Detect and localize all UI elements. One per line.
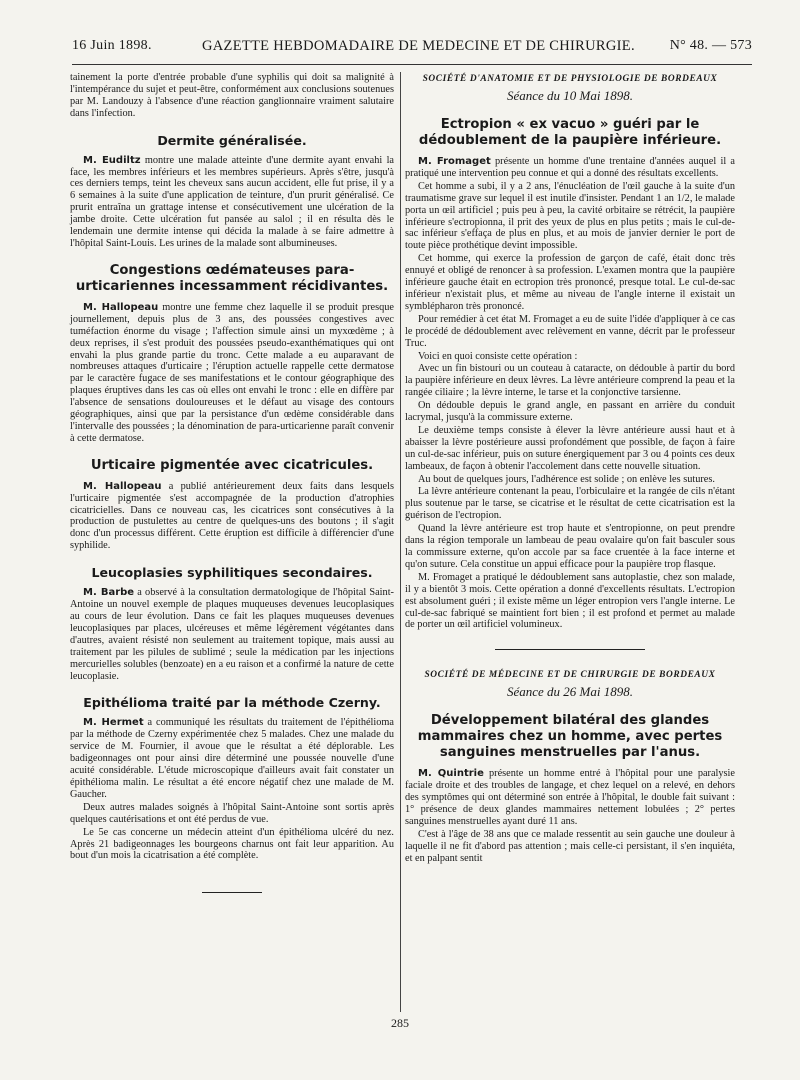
section-body-ectropion: M. Fromaget présente un homme d'une trentaine d'années auquel il a pratiqué une intervention peu connue et qui a donné des résultats excellents. (405, 156, 735, 179)
section-divider (495, 649, 645, 650)
paragraph: Avec un fin bistouri ou un couteau à cataracte, on dédouble à partir du bord la paupière inférieure en deux lèvres. La lèvre antérieure comprend la peau et la rangée ciliaire ; la lèvre interne, le tarse et la conjonctive tarsienne. (405, 363, 735, 399)
section-body-dermite: M. Eudiltz montre une malade atteinte d'une dermite ayant envahi la face, les membres inférieurs et les membres supérieurs. Après s'être, jusqu'à ces derniers temps, teint les cheveux sans aucun accident, elle fut prise, il y a 6 semaines à la suite d'une application de teinture, d'un prurit généralisé. Ce prurit entraîna un grattage intense et consécutivement une ulcération de la jambe droite. Cette ulcération fut pansée au salol ; il en résulta dès le lendemain une dermite intense qui décida la malade à se faire admettre à l'hôpital Saint-Louis. Les urines de la malade sont albumineuses. (70, 154, 394, 249)
section-body-congestions: M. Hallopeau montre une femme chez laquelle il se produit presque journellement, depuis plus de 3 ans, des poussées congestives avec tuméfaction énorme du visage ; l'affection simule ainsi un myxœdème ; à deux reprises, il s'est produit des poussées pseudo-exanthématiques qui ont envahi la plus grande partie du tronc. Cette malade a eu auparavant de nombreuses attaques d'urticaire ; l'éruption actuelle rappelle cette dermatose par le caractère fugace de ses manifestations et le contour géographique des plaques éruptives dans les cas où elles ont envahi le tronc : elle en diffère par l'absence de sensations douloureuses et le défaut au visage des contours géographiques, ainsi que par la persistance d'un œdème considérable dans l'intervalle des poussées ; la dénomination de para-urticarienne paraît convenir à cette dermatose. (70, 301, 394, 444)
right-column (405, 72, 735, 1080)
session-date: Séance du 10 Mai 1898. (506, 88, 633, 103)
paragraph: Au bout de quelques jours, l'adhérence est solide ; on enlève les sutures. (418, 473, 715, 485)
speaker-name: M. Eudiltz (83, 154, 141, 166)
paragraph: C'est à l'âge de 38 ans que ce malade ressentit au sein gauche une douleur à laquelle il ne fit d'abord pas attention ; mais celle-ci persistant, il s'en inquiéta, et en palpant sentit (405, 828, 735, 864)
speaker-name: M. Barbe (83, 587, 135, 599)
speaker-name: M. Quintrie (418, 768, 484, 780)
section-title-ectropion: Ectropion « ex vacuo » guéri par le dédoublement de la paupière inférieure. (418, 117, 722, 148)
society-heading: SOCIÉTÉ DE MÉDECINE ET DE CHIRURGIE DE BORDEAUX (424, 670, 716, 681)
issue-number: N° 48. — 573 (669, 38, 752, 53)
section-body-urticaire: M. Hallopeau a publié antérieurement deux faits dans lesquels l'urticaire pigmentée s'est accompagnée de la production d'atrophies cicatricielles. Dans ce nouveau cas, les cicatrices sont consécutives à la production de pustulettes au centre de quelques-uns des boutons ; il s'agit donc d'un processus différent. Cette éruption est difficile à différencier d'une syphilide. (70, 480, 394, 552)
section-title-epithelioma: Epithélioma traité par la méthode Czerny. (83, 695, 381, 711)
paragraph: La lèvre antérieure contenant la peau, l'orbiculaire et la rangée de cils n'étant plus soutenue par le tarse, se cicatrise et le résultat de cette cicatrisation est la guérison de l'ectropion. (405, 486, 735, 522)
column-rule (400, 72, 401, 1012)
speaker-name: M. Hallopeau (83, 480, 162, 492)
paragraph: Le 5e cas concerne un médecin atteint d'un épithélioma ulcéré du nez. Après 21 badigeonnages les bourgeons charnus ont fait leur apparition. Au bout d'un mois la cicatrisation a été complète. (70, 826, 394, 862)
paragraph: Cet homme, qui exerce la profession de garçon de café, était donc très ennuyé et obligé de renoncer à sa profession. L'examen montra que la paupière inférieure gauche était en ectropion très prononcé, presque total. Le cul-de-sac inférieur n'existait plus, et même au niveau de l'angle interne il existait un symblépharon très prononcé. (405, 253, 735, 312)
speaker-name: M. Fromaget (418, 156, 491, 167)
paragraph: Le deuxième temps consiste à élever la lèvre antérieure aussi haut et à abaisser la lèvre postérieure aussi profondément que possible, de façon à faire un cul-de-sac inférieur, puis on suture énergiquement par 3 ou 4 points ces deux lambeaux, de façon à obtenir l'accolement dans cette nouvelle situation. (405, 424, 735, 472)
paragraph: Quand la lèvre antérieure est trop haute et s'entropionne, on peut prendre dans la région temporale un lambeau de peau ovalaire qu'on fait basculer sous la commissure externe, qu'on accole par sa face cruentée à la face interne et qu'on suture. Cela constitue un appui efficace pour la paupière trop flasque. (405, 523, 735, 570)
paragraph: Pour remédier à cet état M. Fromaget a eu de suite l'idée d'appliquer à ce cas le procédé de dédoublement avec relèvement en vanne, décrit par le professeur Truc. (405, 313, 735, 349)
section-body-epithelioma: M. Hermet a communiqué les résultats du traitement de l'épithélioma par la méthode de Czerny expérimentée chez 5 malades. Chez une malade du service de M. Fournier, il avoue que le résultat a été déplorable. Les badigeonnages ont pour ainsi dire déterminé une poussée nouvelle d'une acuité considérable. L'étude microscopique d'ailleurs avait fait constater un épithélioma malin. Le résultat a été encore négatif chez une malade de M. Gaucher. (70, 717, 394, 800)
intro-paragraph: tainement la porte d'entrée probable d'une syphilis qui doit sa malignité à l'intempérance du sujet et peut-être, conformément aux conclusions soutenues par M. Landouzy à l'absence d'une réaction ganglionnaire vraiment salutaire dans l'infection. (70, 72, 394, 119)
running-header (72, 38, 752, 62)
section-title-congestions: Congestions œdémateuses para-urticariennes incessamment récidivantes. (75, 262, 389, 294)
paragraph: On dédouble depuis le grand angle, en passant en arrière du conduit lacrymal, jusqu'à la commissure externe. (405, 400, 735, 424)
section-title-glandes: Développement bilatéral des glandes mammaires chez un homme, avec pertes sanguines menstruelles par l'anus. (417, 713, 723, 761)
header-rule (72, 64, 752, 65)
issue-date: 16 Juin 1898. (72, 38, 152, 53)
journal-title: GAZETTE HEBDOMADAIRE DE MEDECINE ET DE CHIRURGIE. (202, 38, 635, 54)
paragraph: M. Fromaget a pratiqué le dédoublement sans autoplastie, chez son malade, il y a bientôt 3 mois. Cette opération a donné d'excellents résultats. L'ectropion est absolument guéri ; il existe même un léger entropion vers l'angle interne. Le cul-de-sac fabriqué se maintient fort bien ; il est profond et permet au malade de porter un œil artificiel volumineux. (405, 571, 735, 631)
section-body-glandes: M. Quintrie présente un homme entré à l'hôpital pour une paralysie faciale droite et des troubles de langage, et chez lequel on a relevé, en dehors des symptômes qui ont déterminé son entrée à l'hôpital, le double fait suivant : 1° présence de deux glandes mammaires nettement lobulées ; 2° pertes sanguines menstruelles ayant duré 11 ans. (405, 768, 735, 827)
section-title-dermite: Dermite généralisée. (157, 132, 307, 148)
speaker-name: M. Hermet (83, 717, 144, 729)
section-title-urticaire: Urticaire pigmentée avec cicatricules. (90, 457, 374, 473)
section-body-leucoplasies: M. Barbe a observé à la consultation dermatologique de l'hôpital Saint-Antoine un nouvel exemple de plaques muqueuses devenues leucoplasiques au cours de leur évolution. Dans ce fait les plaques muqueuses devenues leucoplasiques par places, ulcéreuses et même légèrement végétantes dans d'autres, avaient résisté non seulement au traitement topique, mais aussi au traitement par les pilules de sublimé ; seule la médication par les injections mercurielles solubles (benzoate) en a eu raison et a confirmé la nature de cette leucoplasie. (70, 587, 394, 682)
section-title-leucoplasies: Leucoplasies syphilitiques secondaires. (91, 565, 373, 581)
paragraph: Cet homme a subi, il y a 2 ans, l'énucléation de l'œil gauche à la suite d'un traumatisme grave sur lequel il est inutile d'insister. Pendant 1 an 1/2, le malade porta un œil artificiel ; puis peu à peu, la cavité orbitaire se rétrécit, la paupière inférieure s'ectropionna, il prit des yeux de plus en plus petits ; mais le cul-de-sac inférieur s'effaça de plus en plus, et au mois de janvier dernier le port de toute pièce prothétique devint impossible. (405, 180, 735, 252)
paragraph: Voici en quoi consiste cette opération : (418, 350, 578, 362)
paragraph: Deux autres malades soignés à l'hôpital Saint-Antoine sont sortis après quelques cautérisations et ont été perdus de vue. (70, 801, 394, 825)
page-number: 285 (391, 1016, 409, 1030)
speaker-name: M. Hallopeau (83, 301, 159, 313)
society-heading: SOCIÉTÉ D'ANATOMIE ET DE PHYSIOLOGIE DE BORDEAUX (422, 74, 718, 84)
left-column (70, 72, 394, 1080)
session-date: Séance du 26 Mai 1898. (506, 684, 633, 700)
section-divider (202, 892, 262, 893)
